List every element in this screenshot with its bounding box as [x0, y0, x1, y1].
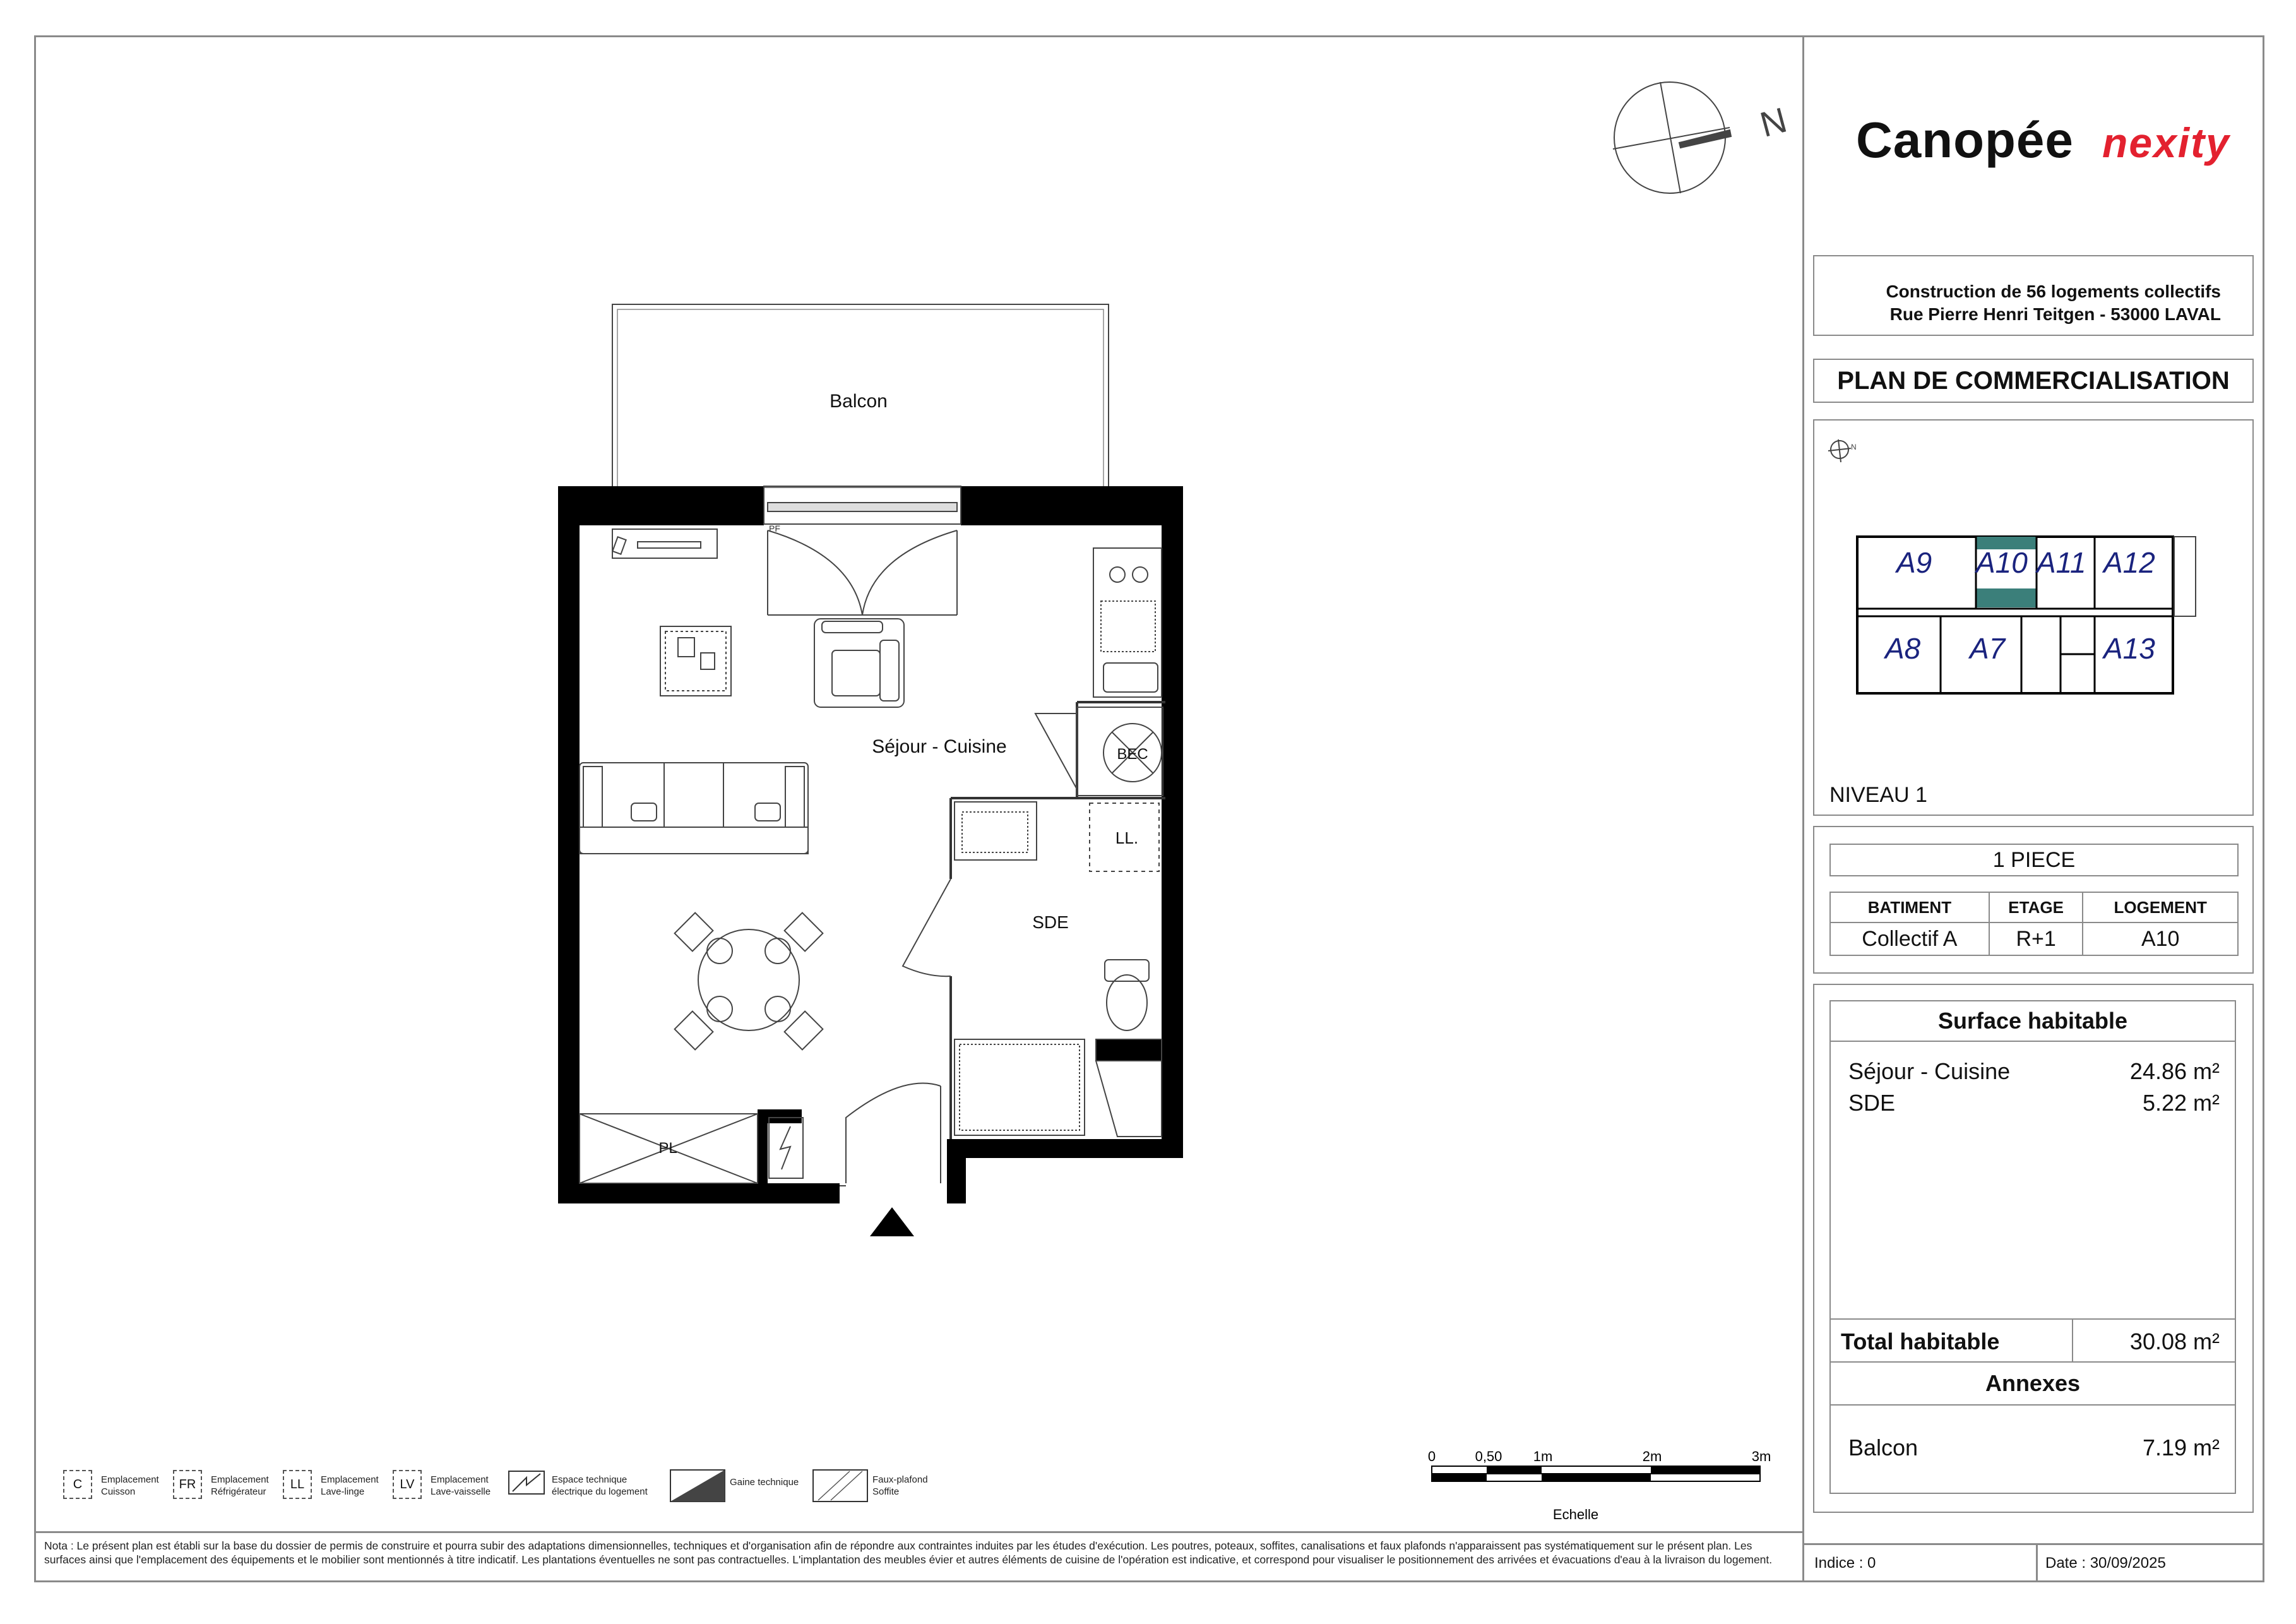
technical-duct-icon — [669, 1469, 726, 1504]
project-line-1: Construction de 56 logements collectifs — [1886, 282, 2221, 301]
compass-icon — [1613, 82, 1731, 193]
unit-info-table — [1829, 892, 2239, 956]
electrical-space-icon — [508, 1469, 545, 1500]
header-batiment: BATIMENT — [1830, 892, 1989, 922]
surface-box — [1813, 984, 2254, 1513]
value-logement: A10 — [2083, 922, 2238, 955]
project-box — [1813, 255, 2254, 336]
footer-note: Nota : Le présent plan est établi sur la base du dossier de permis de construire et pourra subir des adaptations dimensionnelles, techniques et d'organisation afin de répondre aux contraintes induites par les études d'exécution. Les poutres, poteaux, soffites, canalisations et faux plafonds n'apparaissent pas systématiquement sur le présent plan. Les surfaces ainsi que l'emplacement des équipements et le mobilier sont mentionnés à titre indicatif. Les plantations éventuelles ne sont pas contractuelles. L'implantation des meubles évier et autres éléments de cuisine de l'opération est indicative, et correspond pour visualiser le positionnement des arrivées et évacuations d'eau à la livraison du logement. — [44, 1539, 1773, 1566]
brand-logo-canopee: Canopée — [1856, 112, 2074, 168]
legend-code-lv: LV — [393, 1470, 422, 1499]
annexes-rows — [1829, 1404, 2236, 1494]
dining-table — [675, 913, 823, 1050]
key-unit-a10: A10 — [1976, 546, 2028, 579]
kitchen-units — [1093, 548, 1162, 697]
entrance-marker-icon — [870, 1207, 914, 1236]
false-ceiling-icon — [812, 1469, 869, 1504]
header-etage: ETAGE — [1989, 892, 2083, 922]
compass-letter: N — [1756, 99, 1791, 145]
total-value: 30.08 m² — [2129, 1328, 2220, 1354]
legend-code-fr: FR — [173, 1470, 202, 1499]
scale-label: Echelle — [1552, 1507, 1599, 1522]
indice: Indice : 0 — [1814, 1555, 1876, 1572]
surface-rooms — [1829, 1041, 2236, 1320]
closet — [580, 1114, 803, 1183]
legend-code-ll: LL — [283, 1470, 312, 1499]
scale-tick-050: 0,50 — [1475, 1448, 1502, 1464]
key-unit-a9: A9 — [1896, 546, 1932, 579]
footer-right-divider — [1802, 1543, 2264, 1545]
room-label-sejour: Séjour - Cuisine — [872, 736, 1007, 757]
pf-label: PF — [769, 523, 780, 534]
room-area-sejour: 24.86 m² — [2129, 1058, 2220, 1084]
room-name-sde: SDE — [1848, 1090, 1896, 1116]
legend-code-c: C — [63, 1470, 92, 1499]
room-name-sejour: Séjour - Cuisine — [1848, 1058, 2011, 1084]
surface-title: Surface habitable — [1829, 1000, 2236, 1042]
date: Date : 30/09/2025 — [2045, 1555, 2166, 1572]
footer-divider — [34, 1531, 1804, 1533]
armchair — [814, 619, 904, 707]
bathroom-fixtures — [955, 802, 1162, 1137]
key-unit-a12: A12 — [2103, 546, 2155, 579]
scale-bar — [1432, 1466, 1760, 1481]
scale-tick-1m: 1m — [1533, 1448, 1553, 1464]
svg-text:N: N — [1851, 443, 1857, 451]
annex-area-balcon: 7.19 m² — [2142, 1435, 2220, 1460]
rug — [660, 626, 731, 696]
key-plan-box — [1813, 419, 2254, 816]
legend-text-ll: Emplacement Lave-linge — [321, 1474, 379, 1497]
title-block-divider — [1802, 35, 1804, 1582]
room-label-sde: SDE — [1032, 912, 1069, 932]
legend-text-false-ceiling: Faux-plafond Soffite — [872, 1474, 928, 1497]
annexes-title: Annexes — [1829, 1361, 2236, 1406]
key-plan-compass-icon — [1827, 437, 1859, 469]
unit-type: 1 PIECE — [1829, 844, 2239, 876]
exterior-walls — [558, 486, 1183, 1203]
legend-text-duct: Gaine technique — [730, 1477, 799, 1488]
project-line-2: Rue Pierre Henri Teitgen - 53000 LAVAL — [1889, 304, 2221, 324]
key-unit-a13: A13 — [2103, 632, 2155, 665]
tv-unit — [612, 529, 717, 558]
header-logement: LOGEMENT — [2083, 892, 2238, 922]
footer-right-split — [2036, 1543, 2038, 1582]
legend-text-fr: Emplacement Réfrigérateur — [211, 1474, 269, 1497]
scale-tick-3m: 3m — [1751, 1448, 1771, 1464]
brand-logo-nexity: nexity — [2102, 119, 2230, 166]
scale-tick-0: 0 — [1427, 1448, 1436, 1464]
value-batiment: Collectif A — [1830, 922, 1989, 955]
sofa — [580, 763, 808, 854]
total-label: Total habitable — [1841, 1328, 2000, 1354]
legend-text-c: Emplacement Cuisson — [101, 1474, 159, 1497]
room-label-balcon: Balcon — [830, 391, 888, 412]
room-label-bec: BEC — [1117, 746, 1148, 763]
value-etage: R+1 — [1989, 922, 2083, 955]
level-label: NIVEAU 1 — [1829, 783, 1927, 807]
room-label-pl: PL — [658, 1140, 677, 1157]
room-label-ll: LL. — [1115, 828, 1139, 847]
key-unit-a7: A7 — [1970, 632, 2006, 665]
key-unit-a8: A8 — [1885, 632, 1921, 665]
legend-text-electrical: Espace technique électrique du logement — [552, 1474, 648, 1497]
legend-text-lv: Emplacement Lave-vaisselle — [431, 1474, 491, 1497]
room-area-sde: 5.22 m² — [2142, 1090, 2220, 1116]
key-unit-a11: A11 — [2037, 546, 2086, 579]
plan-title: PLAN DE COMMERCIALISATION — [1813, 359, 2254, 403]
scale-tick-2m: 2m — [1642, 1448, 1662, 1464]
total-row — [1829, 1318, 2236, 1363]
annex-name-balcon: Balcon — [1848, 1435, 1918, 1460]
unit-info-box — [1813, 826, 2254, 974]
